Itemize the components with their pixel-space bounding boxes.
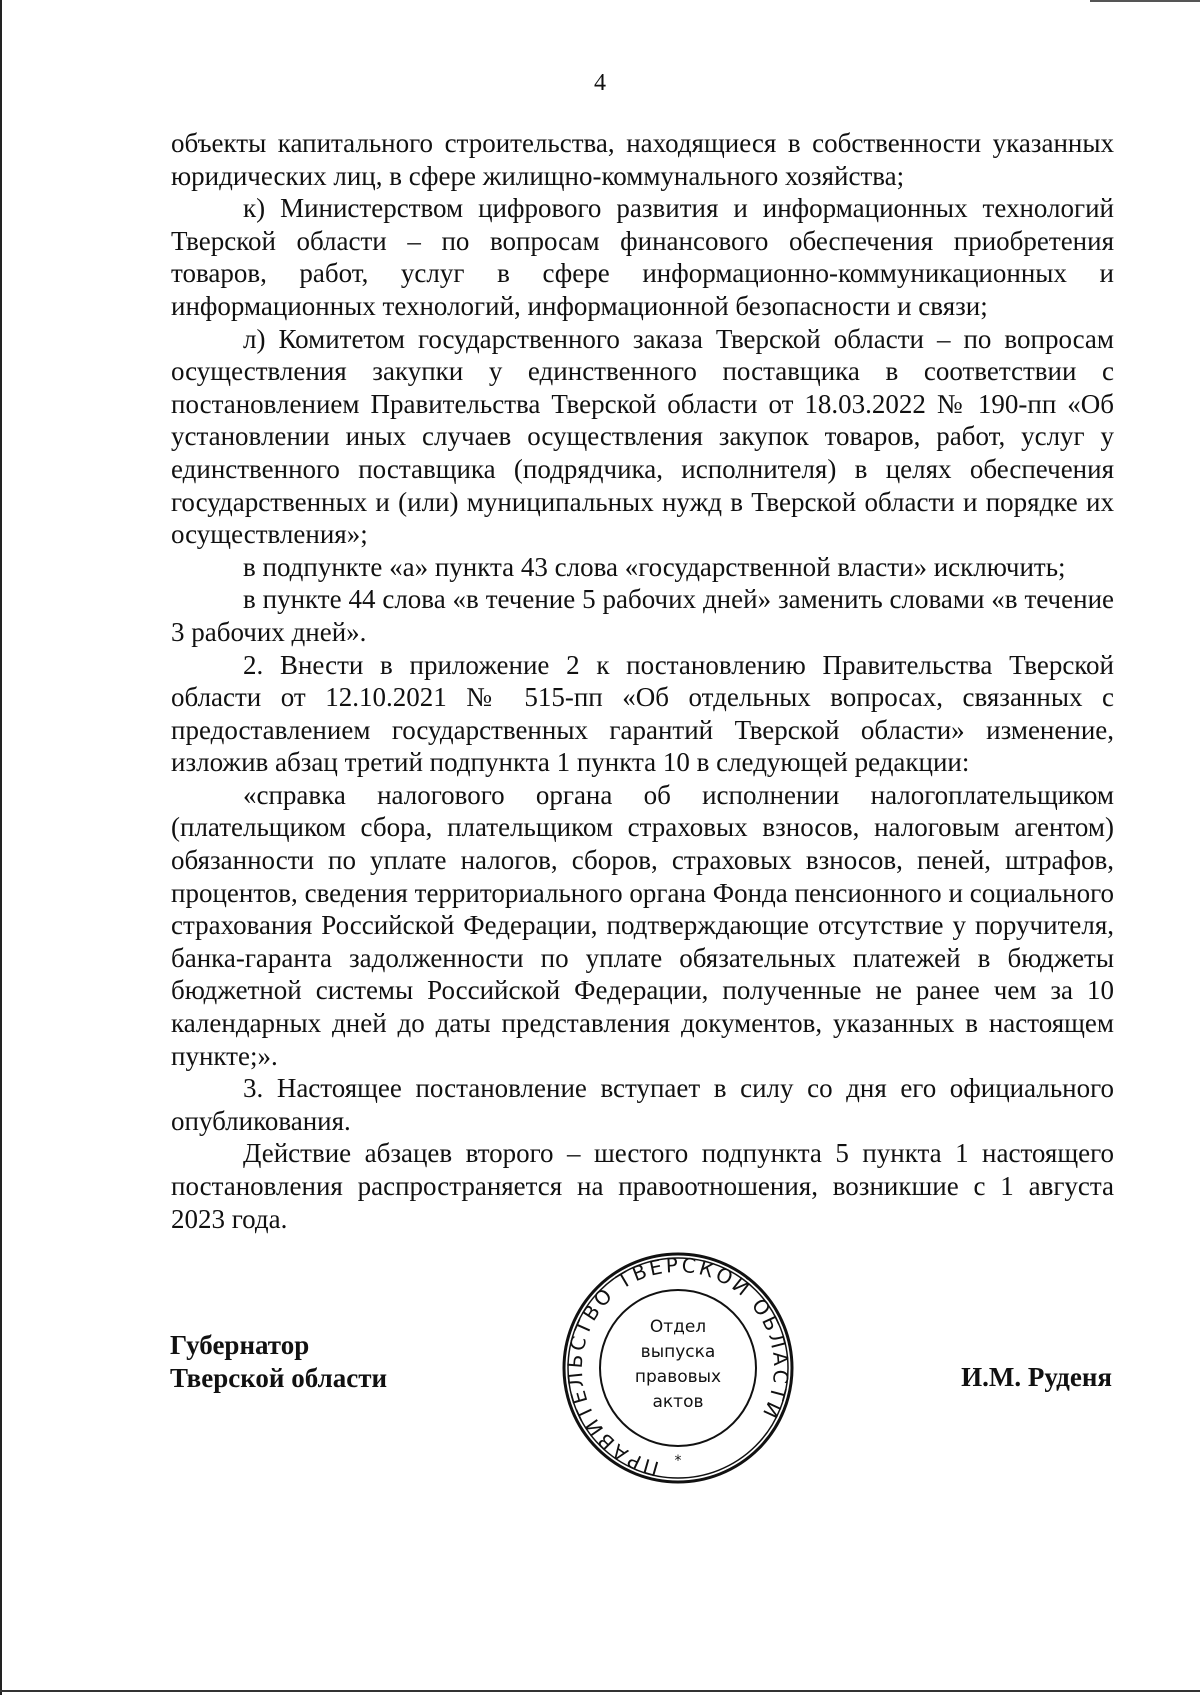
- paragraph: к) Министерством цифрового развития и информационных технологий Тверской области – по вопросам финансового обеспечения приобретения товаров, работ, услуг в сфере информационно-коммуникационных и информационных технологий, информационной безопасности и связи;: [171, 193, 1114, 321]
- signatory-title: [170, 1329, 387, 1395]
- paragraph: 3. Настоящее постановление вступает в силу со дня его официального опубликования.: [171, 1073, 1114, 1136]
- official-stamp: [560, 1250, 796, 1486]
- paragraph: объекты капитального строительства, находящиеся в собственности указанных юридических лиц, в сфере жилищно-коммунального хозяйства;: [171, 128, 1114, 191]
- signatory-title-line: Губернатор: [170, 1330, 310, 1360]
- paragraph: в пункте 44 слова «в течение 5 рабочих дней» заменить словами «в течение 3 рабочих дней».: [171, 584, 1114, 647]
- document-body: [171, 127, 1114, 1235]
- signatory-name: И.М. Руденя: [961, 1362, 1112, 1392]
- stamp-ring-text: ПРАВИТЕЛЬСТВО ТВЕРСКОЙ ОБЛАСТИ: [562, 1252, 794, 1481]
- paragraph: в подпункте «а» пункта 43 слова «государственной власти» исключить;: [243, 551, 1066, 582]
- scan-edge-bottom: [0, 1690, 1200, 1692]
- stamp-center-line: актов: [652, 1392, 704, 1412]
- stamp-center-line: выпуска: [640, 1342, 716, 1362]
- stamp-star: *: [674, 1453, 682, 1469]
- paragraph: Действие абзацев второго – шестого подпункта 5 пункта 1 настоящего постановления распространяется на правоотношения, возникшие с 1 августа 2023 года.: [171, 1138, 1114, 1234]
- paragraph: л) Комитетом государственного заказа Тверской области – по вопросам осуществления закупки у единственного поставщика в соответствии с постановлением Правительства Тверской области от 18.03.2022 № 190-пп «Об установлении иных случаев осуществления закупок товаров, работ, услуг у единственного поставщика (подрядчика, исполнителя) в целях обеспечения государственных и (или) муниципальных нужд в Тверской области и порядке их осуществления»;: [171, 323, 1114, 550]
- stamp-center-line: правовых: [634, 1367, 722, 1387]
- signatory-title-line: Тверской области: [170, 1363, 388, 1393]
- scan-edge-left: [0, 0, 2, 1695]
- paragraph: 2. Внести в приложение 2 к постановлению Правительства Тверской области от 12.10.2021 № 515-пп «Об отдельных вопросах, связанных с предоставлением государственных гарантий Тверской области» изменение, изложив абзац третий подпункта 1 пункта 10 в следующей редакции:: [171, 649, 1114, 778]
- scan-edge-top: [1090, 0, 1200, 2]
- paragraph: «справка налогового органа об исполнении налогоплательщиком (плательщиком сбора, плательщиком страховых взносов, налоговым агентом) обязанности по уплате налогов, сборов, страховых взносов, пеней, штрафов, процентов, сведения территориального органа Фонда пенсионного и социального страхования Российской Федерации, подтверждающие отсутствие у поручителя, банка-гаранта задолженности по уплате обязательных платежей в бюджеты бюджетной системы Российской Федерации, полученные не ранее чем за 10 календарных дней до даты представления документов, указанных в настоящем пункте;».: [171, 779, 1114, 1071]
- stamp-center-line: Отдел: [649, 1317, 707, 1337]
- page-number: 4: [594, 70, 606, 96]
